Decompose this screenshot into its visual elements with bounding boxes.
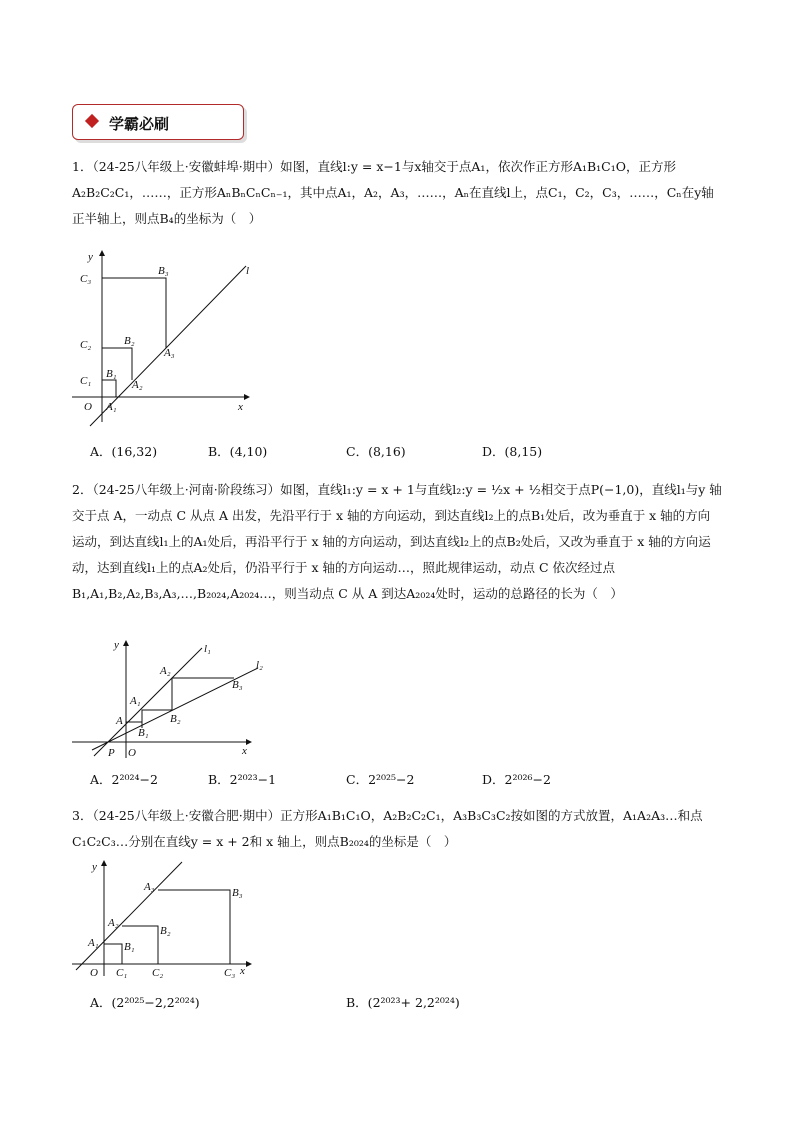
question-text: （24-25八年级上·安徽合肥·期中）正方形A₁B₁C₁O，A₂B₂C₂C₁，A₃B₃C₃C₂按如图的方式放置，A₁A₂A₃…和点C₁C₂C₃…分别在直线y = x + 2和 x 轴上，则点B₂₀₂₄的坐标是（ ） xyxy=(72,808,703,849)
a1-label: A₁ xyxy=(130,695,141,707)
c3-label: C₃ xyxy=(224,967,236,979)
b3-label: B₃ xyxy=(232,887,243,899)
question-number: 1． xyxy=(72,159,93,174)
option-a[interactable]: A．(2²⁰²⁵−2,2²⁰²⁴) xyxy=(90,995,200,1010)
question-2 xyxy=(72,477,722,607)
figure-3 xyxy=(70,858,260,983)
a-label: A xyxy=(116,715,123,727)
p-label: P xyxy=(108,747,115,759)
option-a[interactable]: A．2²⁰²⁴−2 xyxy=(90,772,158,787)
section-badge xyxy=(72,104,244,140)
y-axis-label: y xyxy=(92,861,97,873)
a3-label: A₃ xyxy=(144,881,155,893)
a2-label: A₂ xyxy=(132,379,143,391)
option-b[interactable]: B．2²⁰²³−1 xyxy=(208,772,277,787)
b2-label: B₂ xyxy=(170,713,181,725)
b3-label: B₃ xyxy=(158,265,169,277)
origin-label: O xyxy=(128,747,136,759)
figure-2 xyxy=(70,638,263,763)
a2-label: A₂ xyxy=(160,665,171,677)
section-title: 学霸必刷 xyxy=(109,115,170,133)
y-axis-label: y xyxy=(88,251,93,263)
option-a[interactable]: A．(16,32) xyxy=(90,444,158,459)
line-l-label: l xyxy=(246,265,250,277)
b3-label: B₃ xyxy=(232,679,243,691)
b1-label: B₁ xyxy=(106,368,117,380)
option-c[interactable]: C．(8,16) xyxy=(346,444,406,459)
origin-label: O xyxy=(90,967,98,979)
question-number: 3． xyxy=(72,808,93,823)
option-c[interactable]: C．2²⁰²⁵−2 xyxy=(346,772,415,787)
x-axis-label: x xyxy=(242,745,247,757)
c3-label: C₃ xyxy=(80,273,92,285)
origin-label: O xyxy=(84,401,92,413)
b2-label: B₂ xyxy=(124,335,135,347)
c2-label: C₂ xyxy=(152,967,164,979)
option-b[interactable]: B．(4,10) xyxy=(208,444,268,459)
l2-label: l₂ xyxy=(256,659,263,671)
l1-label: l₁ xyxy=(204,643,211,655)
b2-label: B₂ xyxy=(160,925,171,937)
question-number: 2． xyxy=(72,482,93,497)
a1-label: A₁ xyxy=(106,401,117,413)
c1-label: C₁ xyxy=(116,967,128,979)
y-axis-label: y xyxy=(114,639,119,651)
option-d[interactable]: D．2²⁰²⁶−2 xyxy=(482,772,551,787)
option-d[interactable]: D．(8,15) xyxy=(482,444,543,459)
x-axis-label: x xyxy=(240,965,245,977)
option-b[interactable]: B．(2²⁰²³+ 2,2²⁰²⁴) xyxy=(346,995,460,1010)
a2-label: A₂ xyxy=(108,917,119,929)
x-axis-label: x xyxy=(238,401,243,413)
question-1 xyxy=(72,154,722,232)
question-text: （24-25八年级上·河南·阶段练习）如图，直线l₁:y = x + 1与直线l₂:y = ½x + ½相交于点P(−1,0)，直线l₁与y 轴交于点 A，一动点 C 从点 A 出发，先沿平行于 x 轴的方向运动，到达直线l₂上的点B₁处后，改为垂直于 x 轴的方向运动，到达直线l₁上的A₁处后，再沿平行于 x 轴的方向运动，到达直线l₂上的点B₂处后，又改为垂直于 x 轴的方向运动，达到直线l₁上的点A₂处后，仍沿平行于 x 轴的方向运动…，照此规律运动，动点 C 依次经过点B₁,A₁,B₂,A₂,B₃,A₃,…,B₂₀₂₄,A₂₀₂₄…，则当动点 C 从 A 到达A₂₀₂₄处时，运动的总路径的长为（ ） xyxy=(72,482,722,601)
b1-label: B₁ xyxy=(138,727,149,739)
c1-label: C₁ xyxy=(80,375,92,387)
question-text: （24-25八年级上·安徽蚌埠·期中）如图，直线l:y = x−1与x轴交于点A₁，依次作正方形A₁B₁C₁O，正方形A₂B₂C₂C₁，……，正方形AₙBₙCₙCₙ₋₁，其中点A₁，A₂，A₃，……，Aₙ在直线l上，点C₁，C₂，C₃，……，Cₙ在y轴正半轴上，则点B₄的坐标为（ ） xyxy=(72,159,714,226)
a3-label: A₃ xyxy=(164,347,175,359)
question-3 xyxy=(72,803,722,855)
diamond-icon xyxy=(85,114,99,128)
b1-label: B₁ xyxy=(124,941,135,953)
c2-label: C₂ xyxy=(80,339,92,351)
figure-1 xyxy=(70,250,270,425)
a1-label: A₁ xyxy=(88,937,99,949)
